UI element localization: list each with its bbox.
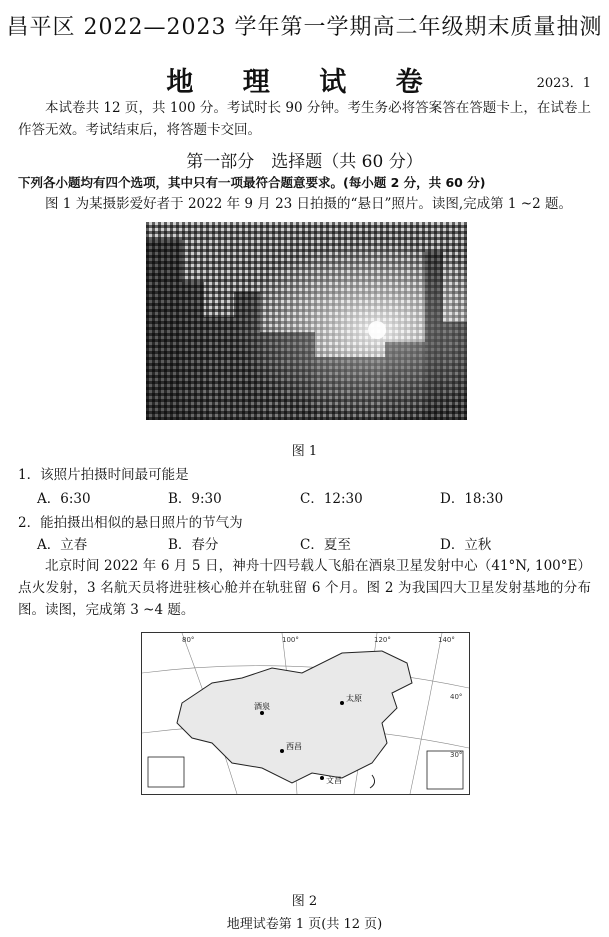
- question-2-option-a: A．立春: [37, 537, 88, 553]
- question-2-stem: 2．能拍摄出相似的悬日照片的节气为: [18, 515, 243, 531]
- exam-header: 昌平区 2022—2023 学年第一学期高二年级期末质量抽测: [6, 15, 603, 40]
- question-2-option-c: C．夏至: [300, 537, 351, 553]
- figure2-caption: 图 2: [291, 894, 318, 909]
- page-footer: 地理试卷第 1 页(共 12 页): [226, 917, 383, 932]
- map-lat-label: 40°: [450, 693, 463, 701]
- map-lon-label: 80°: [182, 636, 195, 644]
- launch-site-marker: [280, 749, 284, 753]
- question-2-option-d: D．立秋: [440, 537, 492, 553]
- launch-site-marker: [260, 711, 264, 715]
- map-lon-label: 100°: [282, 636, 299, 644]
- part-title: 第一部分 选择题（共 60 分）: [186, 152, 423, 172]
- instruction-text: 下列各小题均有四个选项，其中只有一项最符合题意要求。(每小题 2 分，共 60 分): [18, 175, 486, 190]
- question-1-option-b: B．9:30: [168, 491, 222, 507]
- map-lat-label: 30°: [450, 751, 463, 759]
- launch-site-label: 酒泉: [254, 702, 270, 711]
- figure2-intro: 北京时间 2022 年 6 月 5 日，神舟十四号载人飞船在酒泉卫星发射中心（41°N, 100°E）点火发射，3 名航天员将进驻核心舱并在轨驻留 6 个月。图 2 为我国四大卫星发射基地的分布图。读图，完成第 3 ~4 题。: [18, 558, 591, 618]
- question-1-option-c: C．12:30: [300, 491, 363, 507]
- question-1-stem: 1．该照片拍摄时间最可能是: [18, 467, 189, 483]
- exam-date: 2023．1: [536, 76, 591, 91]
- figure1-caption: 图 1: [291, 444, 318, 459]
- launch-site-label: 太原: [346, 694, 362, 703]
- launch-site-label: 西昌: [286, 742, 302, 751]
- question-1-option-a: A．6:30: [37, 491, 91, 507]
- china-launch-sites-map: [141, 632, 470, 795]
- question-2-option-b: B．春分: [168, 537, 219, 553]
- question-1-option-d: D．18:30: [440, 491, 504, 507]
- launch-site-marker: [320, 776, 324, 780]
- page-title: 地 理 试 卷: [166, 67, 443, 98]
- launch-site-marker: [340, 701, 344, 705]
- launch-site-label: 文昌: [326, 776, 342, 785]
- intro-paragraph: 本试卷共 12 页，共 100 分。考试时长 90 分钟。考生务必将答案答在答题卡上，在试卷上作答无效。考试结束后，将答题卡交回。: [18, 100, 591, 138]
- hanging-sun-photo: [146, 222, 467, 420]
- map-lon-label: 120°: [374, 636, 391, 644]
- map-lon-label: 140°: [438, 636, 455, 644]
- figure1-intro: 图 1 为某摄影爱好者于 2022 年 9 月 23 日拍摄的“悬日”照片。读图,完成第 1 ~2 题。: [45, 196, 573, 212]
